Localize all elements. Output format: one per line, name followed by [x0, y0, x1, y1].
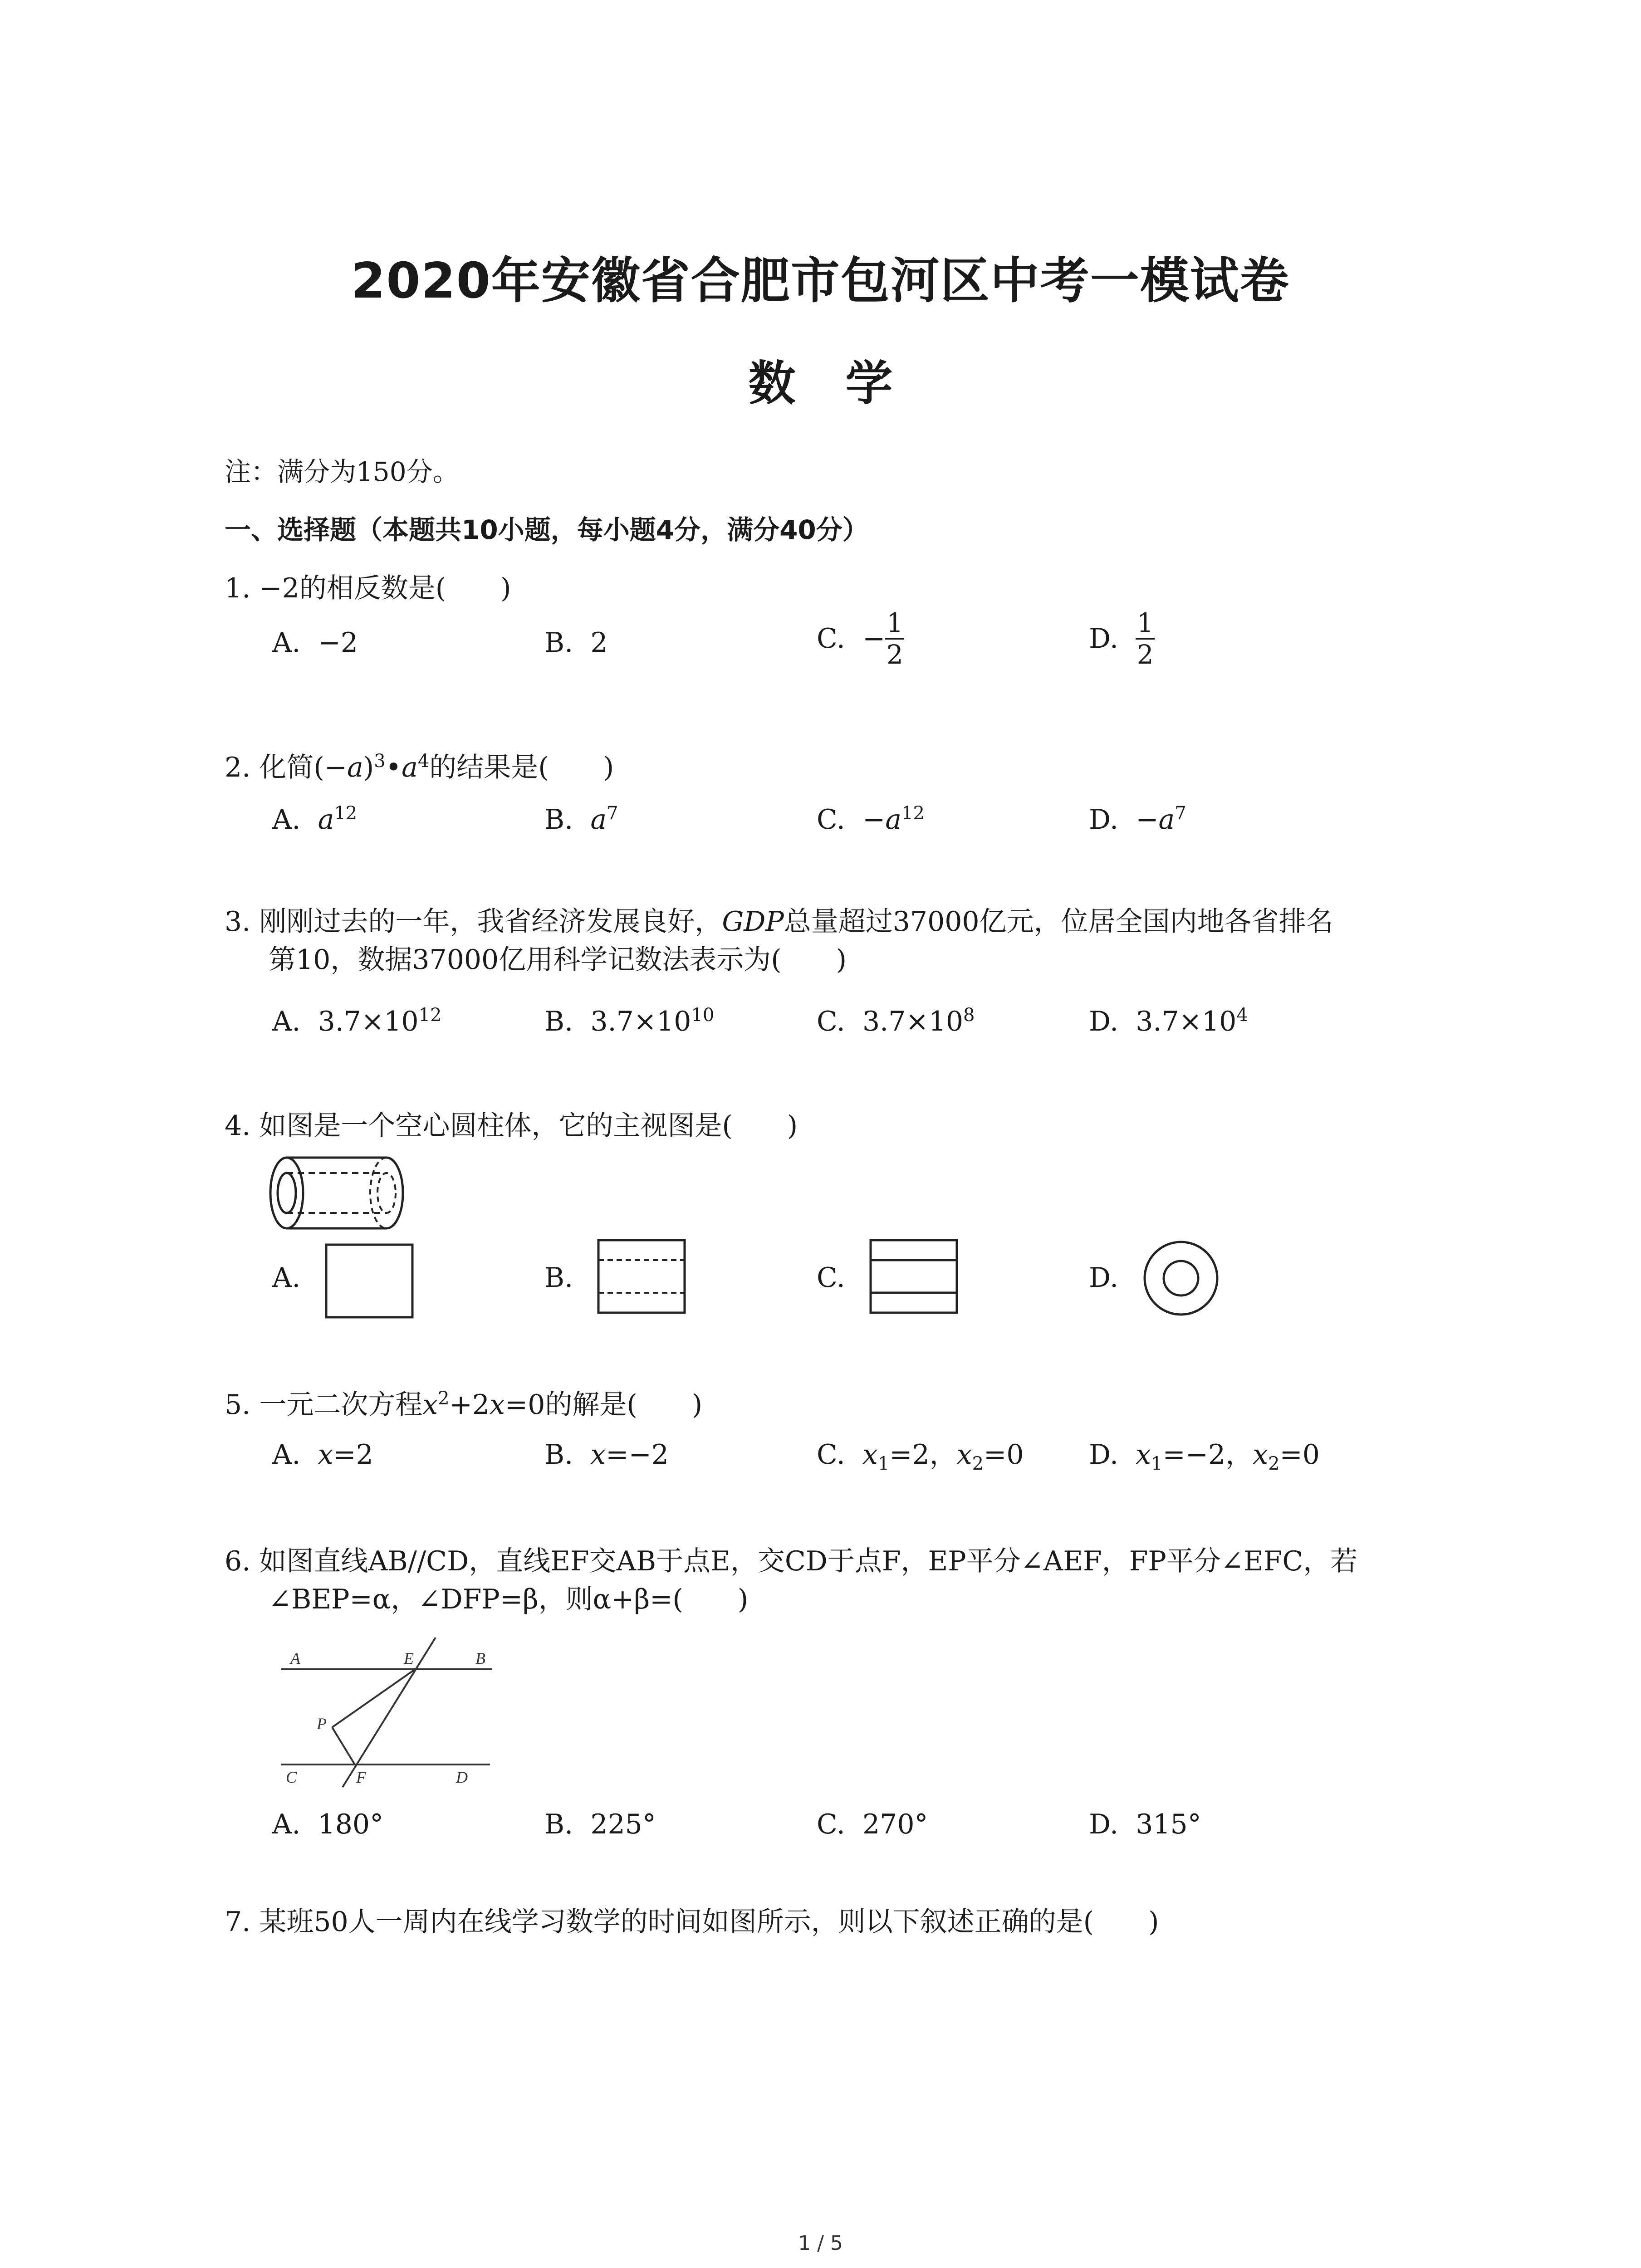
minus-sign: − — [1136, 804, 1159, 836]
option-base: 3.7×10 — [1136, 1006, 1237, 1037]
stem-part: 一元二次方程 — [259, 1389, 423, 1421]
subject-char-1: 数 — [748, 356, 796, 411]
hollow-cylinder-figure — [268, 1150, 417, 1241]
option-text: =2 — [333, 1439, 373, 1471]
question-number: 2. — [225, 752, 251, 783]
option-letter: A. — [272, 1006, 301, 1037]
option-text: 2 — [590, 627, 608, 659]
stem-part: 总量超过37000亿元，位居全国内地各省排名 — [784, 906, 1333, 938]
variable: a — [1158, 804, 1175, 836]
variable: x — [318, 1439, 333, 1471]
variable: x — [490, 1389, 505, 1421]
variable: a — [402, 752, 418, 783]
label-e: E — [404, 1649, 414, 1667]
option-d — [1089, 1002, 1248, 1041]
section-heading: 一、选择题（本题共10小题，每小题4分，满分40分） — [225, 514, 869, 545]
option-text: =−2 — [606, 1439, 669, 1471]
exam-title: 2020年安徽省合肥市包河区中考一模试卷 — [351, 253, 1290, 309]
option-a-label: A. — [272, 1262, 301, 1294]
option-b-label: B. — [544, 1262, 573, 1294]
exponent: 8 — [963, 1005, 975, 1026]
question-number: 7. — [225, 1906, 251, 1938]
denominator: 2 — [886, 639, 903, 670]
fraction — [1136, 608, 1155, 670]
subject-title — [0, 349, 1641, 417]
stem-part: 刚刚过去的一年，我省经济发展良好， — [259, 906, 722, 938]
stem-part: 化简(− — [259, 752, 348, 783]
fraction — [885, 608, 904, 670]
option-letter: D. — [1089, 1439, 1119, 1471]
stem-line-1 — [225, 903, 1495, 941]
option-text: =0 — [1279, 1439, 1320, 1471]
exponent: 4 — [1236, 1005, 1248, 1026]
exponent: 7 — [607, 803, 618, 824]
label-d: D — [456, 1768, 468, 1786]
stem-part: 的结果是( ) — [429, 752, 614, 783]
variable: x — [422, 1389, 438, 1421]
option-d — [1089, 608, 1155, 670]
variable: x — [956, 1439, 972, 1471]
option-c — [817, 801, 925, 839]
option-base: 3.7×10 — [318, 1006, 419, 1037]
label-f: F — [356, 1768, 366, 1786]
question-3 — [225, 903, 1495, 979]
option-d — [1089, 1436, 1320, 1474]
exponent: 7 — [1175, 803, 1186, 824]
option-letter: D. — [1089, 804, 1119, 836]
option-letter: D. — [1089, 1809, 1119, 1840]
option-text: =0 — [984, 1439, 1024, 1471]
option-a — [272, 1436, 373, 1474]
stem-line-2: 第10，数据37000亿用科学记数法表示为( ) — [269, 944, 847, 976]
question-stem: −2的相反数是( ) — [259, 572, 511, 604]
option-c — [817, 608, 904, 670]
option-text: =2， — [889, 1439, 957, 1471]
option-letter: A. — [272, 1809, 301, 1840]
subscript: 1 — [877, 1453, 890, 1474]
question-1 — [225, 569, 1450, 607]
numerator: 1 — [886, 607, 903, 638]
denominator: 2 — [1136, 639, 1154, 670]
question-6 — [225, 1542, 1486, 1618]
option-letter: A. — [272, 804, 301, 836]
option-letter: D. — [1089, 1006, 1119, 1037]
variable: x — [1136, 1439, 1151, 1471]
option-base: 3.7×10 — [862, 1006, 964, 1037]
exponent: 12 — [418, 1005, 442, 1026]
label-b: B — [475, 1649, 485, 1667]
option-d-figure — [1141, 1238, 1223, 1320]
option-letter: B. — [544, 1809, 573, 1840]
option-a — [272, 1002, 442, 1041]
option-c — [817, 1436, 1024, 1474]
exponent: 3 — [374, 751, 386, 772]
exponent: 2 — [438, 1388, 450, 1409]
question-number: 4. — [225, 1110, 251, 1142]
variable: a — [347, 752, 363, 783]
option-c-figure — [869, 1238, 960, 1315]
option-a-figure — [324, 1243, 415, 1320]
variable: a — [885, 804, 902, 836]
minus-sign: − — [862, 623, 886, 655]
exponent: 12 — [901, 803, 925, 824]
option-letter: B. — [544, 1006, 573, 1037]
option-c — [817, 1002, 975, 1041]
variable: a — [590, 804, 607, 836]
stem-part: ) — [363, 752, 374, 783]
option-b-figure — [597, 1238, 687, 1315]
variable: x — [1253, 1439, 1269, 1471]
variable: a — [318, 804, 334, 836]
option-b — [544, 1002, 714, 1041]
question-stem: 某班50人一周内在线学习数学的时间如图所示，则以下叙述正确的是( ) — [259, 1906, 1159, 1938]
stem-part: =0的解是( ) — [505, 1389, 703, 1421]
label-c: C — [286, 1768, 297, 1786]
numerator: 1 — [1136, 607, 1154, 638]
option-c — [817, 1805, 928, 1843]
option-text: =−2， — [1162, 1439, 1253, 1471]
option-letter: D. — [1089, 623, 1119, 655]
option-a — [272, 1805, 383, 1843]
option-b — [544, 1805, 656, 1843]
option-base: 3.7×10 — [590, 1006, 691, 1037]
parallel-lines-figure — [272, 1633, 499, 1796]
subscript: 2 — [1268, 1453, 1280, 1474]
option-text: −2 — [318, 627, 358, 659]
subscript: 1 — [1151, 1453, 1163, 1474]
exponent: 12 — [334, 803, 358, 824]
stem-line-2: ∠BEP=α，∠DFP=β，则α+β=( ) — [269, 1584, 749, 1615]
question-stem: 如图是一个空心圆柱体，它的主视图是( ) — [259, 1110, 798, 1142]
question-4 — [225, 1107, 1450, 1145]
option-b — [544, 801, 618, 839]
option-text: 315° — [1136, 1809, 1201, 1840]
subscript: 2 — [972, 1453, 984, 1474]
option-d — [1089, 801, 1186, 839]
option-a — [272, 801, 357, 839]
option-letter: C. — [817, 1439, 845, 1471]
label-p: P — [317, 1715, 327, 1733]
exponent: 4 — [417, 751, 430, 772]
option-b — [544, 624, 608, 662]
minus-sign: − — [862, 804, 886, 836]
option-a — [272, 624, 358, 662]
option-letter: B. — [544, 627, 573, 659]
page-number: 1 / 5 — [798, 2232, 843, 2255]
option-letter: C. — [817, 1006, 845, 1037]
question-5 — [225, 1386, 1450, 1424]
gdp-term: GDP — [722, 906, 784, 938]
score-note: 注：满分为150分。 — [225, 456, 459, 487]
question-number: 5. — [225, 1389, 251, 1421]
option-text: 225° — [590, 1809, 656, 1840]
question-number: 1. — [225, 572, 251, 604]
question-number: 6. — [225, 1545, 251, 1577]
question-number: 3. — [225, 906, 251, 938]
subject-char-2: 学 — [845, 356, 893, 411]
option-d-label: D. — [1089, 1262, 1119, 1294]
option-text: 270° — [862, 1809, 928, 1840]
option-letter: A. — [272, 1439, 301, 1471]
option-letter: A. — [272, 627, 301, 659]
option-b — [544, 1436, 669, 1474]
stem-part: • — [385, 752, 402, 783]
option-letter: C. — [817, 623, 845, 655]
option-text: 180° — [318, 1809, 384, 1840]
exponent: 10 — [691, 1005, 715, 1026]
option-letter: B. — [544, 1439, 573, 1471]
question-7 — [225, 1903, 1495, 1941]
option-letter: C. — [817, 804, 845, 836]
option-c-label: C. — [817, 1262, 845, 1294]
label-a: A — [290, 1649, 300, 1667]
option-d — [1089, 1805, 1201, 1843]
variable: x — [862, 1439, 878, 1471]
variable: x — [590, 1439, 606, 1471]
option-letter: C. — [817, 1809, 845, 1840]
stem-line-1 — [225, 1542, 1486, 1580]
option-letter: B. — [544, 804, 573, 836]
question-2 — [225, 748, 1450, 787]
stem-part: 如图直线AB//CD，直线EF交AB于点E，交CD于点F，EP平分∠AEF，FP平分∠EFC，若 — [259, 1545, 1358, 1577]
stem-part: +2 — [449, 1389, 490, 1421]
